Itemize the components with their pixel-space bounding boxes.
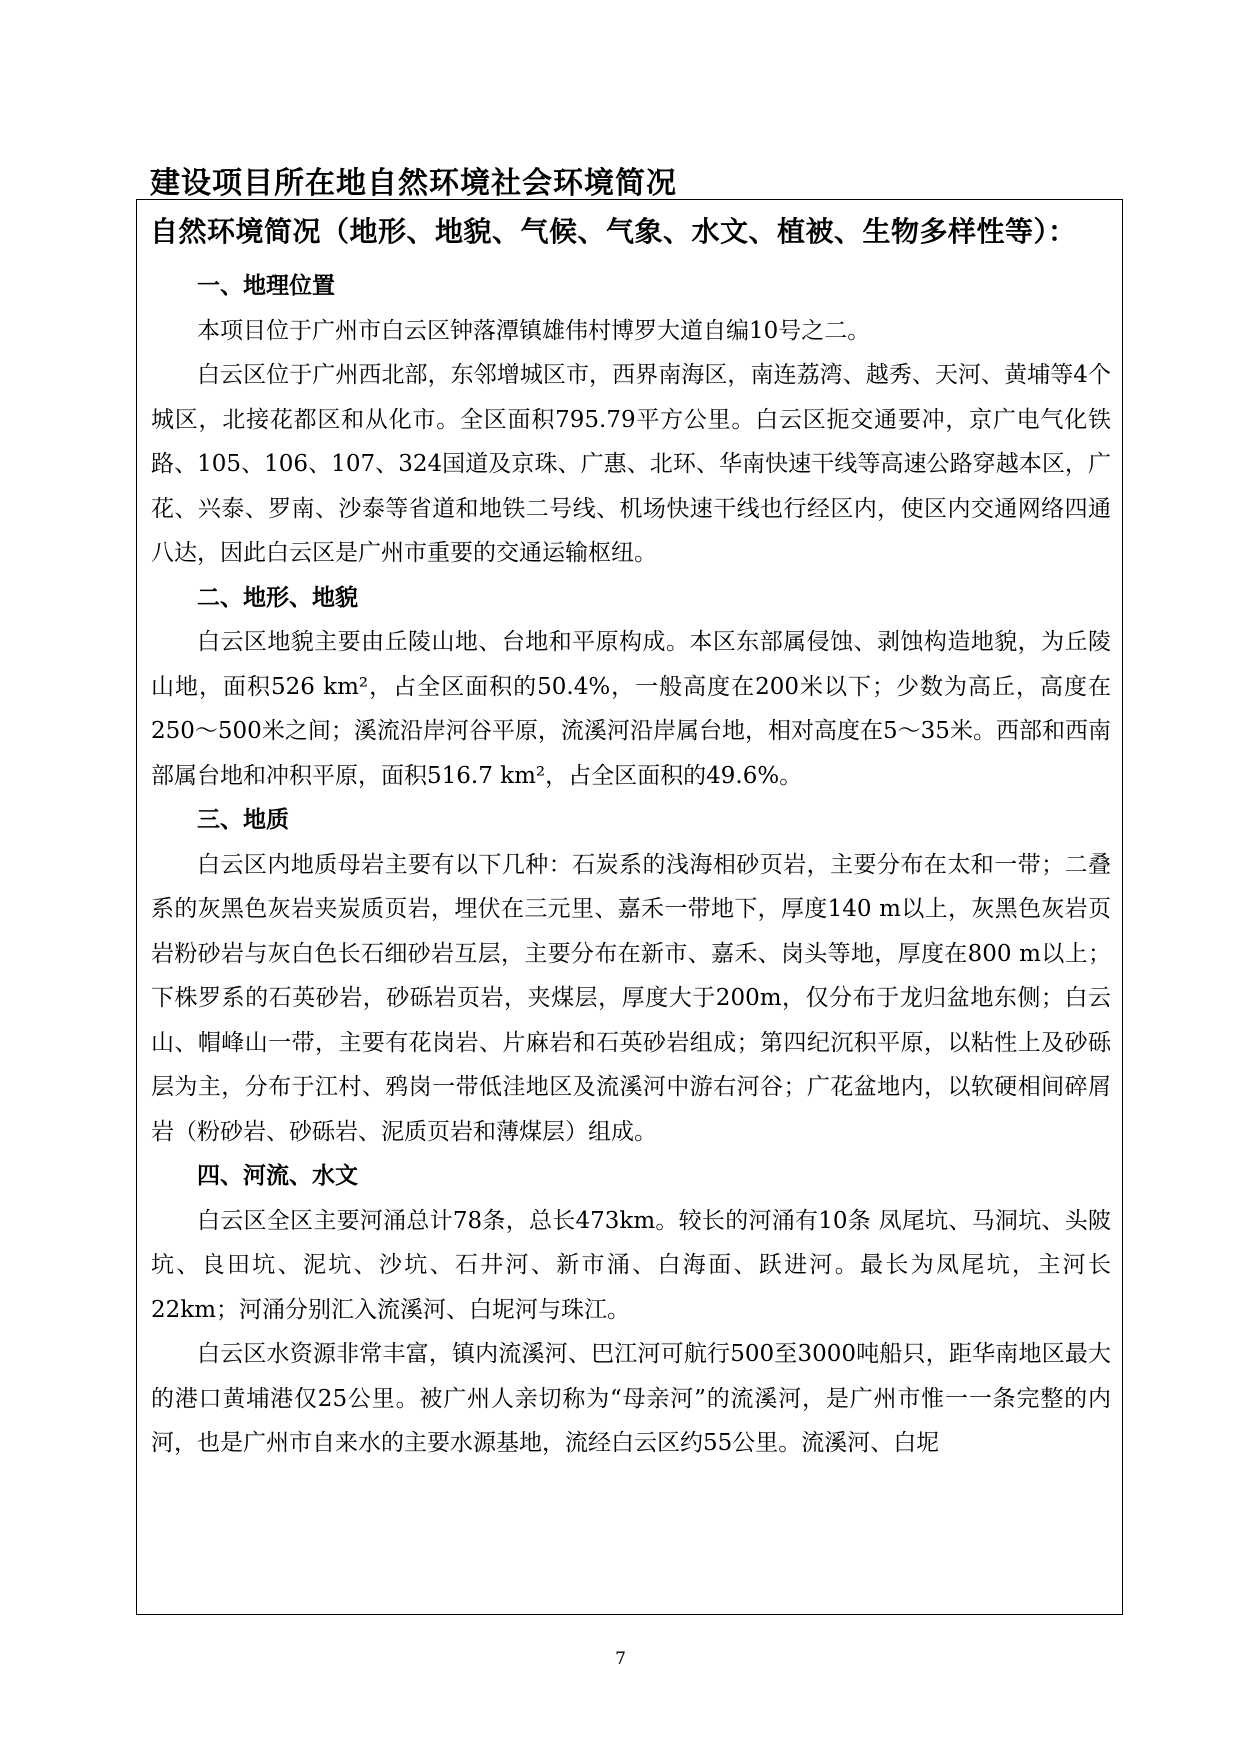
paragraph: 本项目位于广州市白云区钟落潭镇雄伟村博罗大道自编10号之二。 (197, 317, 871, 344)
paragraph: 白云区全区主要河涌总计78条，总长473km。较长的河涌有10条 凤尾坑、马洞坑、头陂坑、良田坑、泥坑、沙坑、石井河、新市涌、白海面、跃进河。最长为凤尾坑，主河长22km；河涌分别汇入流溪河、白坭河与珠江。 (151, 1207, 1111, 1323)
page-number: 7 (615, 1649, 626, 1669)
paragraph: 白云区位于广州西北部，东邻增城区市，西界南海区，南连荔湾、越秀、天河、黄埔等4个城区，北接花都区和从化市。全区面积795.79平方公里。白云区扼交通要冲，京广电气化铁路、105、106、107、324国道及京珠、广惠、北环、华南快速干线等高速公路穿越本区，广花、兴泰、罗南、沙泰等省道和地铁二号线、机场快速干线也行经区内，使区内交通网络四通八达，因此白云区是广州市重要的交通运输枢纽。 (151, 362, 1111, 566)
section-heading-location: 一、地理位置 (197, 272, 335, 299)
section-heading-geology: 三、地质 (197, 806, 289, 833)
paragraph: 白云区内地质母岩主要有以下几种：石炭系的浅海相砂页岩，主要分布在太和一带；二叠系的灰黑色灰岩夹炭质页岩，埋伏在三元里、嘉禾一带地下，厚度140 m以上，灰黑色灰岩页岩粉砂岩与灰白色长石细砂岩互层，主要分布在新市、嘉禾、岗头等地，厚度在800 m以上；下株罗系的石英砂岩，砂砾岩页岩，夹煤层，厚度大于200m，仅分布于龙归盆地东侧；白云山、帽峰山一带，主要有花岗岩、片麻岩和石英砂岩组成；第四纪沉积平原，以粘性上及砂砾层为主，分布于江村、鸦岗一带低洼地区及流溪河中游右河谷；广花盆地内，以软硬相间碎屑岩（粉砂岩、砂砾岩、泥质页岩和薄煤层）组成。 (151, 851, 1111, 1145)
paragraph: 白云区水资源非常丰富，镇内流溪河、巴江河可航行500至3000吨船只，距华南地区最大的港口黄埔港仅25公里。被广州人亲切称为“母亲河”的流溪河，是广州市惟一一条完整的内河，也是广州市自来水的主要水源基地，流经白云区约55公里。流溪河、白坭 (151, 1341, 1111, 1456)
section-heading-hydrology: 四、河流、水文 (197, 1162, 358, 1189)
page-title: 建设项目所在地自然环境社会环境简况 (150, 166, 677, 201)
paragraph: 白云区地貌主要由丘陵山地、台地和平原构成。本区东部属侵蚀、剥蚀构造地貌，为丘陵山地，面积526 km²，占全区面积的50.4%，一般高度在200米以下；少数为高丘，高度在 250～500米之间；溪流沿岸河谷平原，流溪河沿岸属台地，相对高度在5～35米。西部和西南部属台地和冲积平原，面积516.7 km²，占全区面积的49.6%。 (151, 629, 1111, 789)
section-heading-terrain: 二、地形、地貌 (197, 583, 358, 611)
box-heading: 自然环境简况（地形、地貌、气候、气象、水文、植被、生物多样性等）： (150, 215, 1077, 248)
content-box (136, 199, 1123, 1615)
body-text (151, 264, 1111, 1466)
